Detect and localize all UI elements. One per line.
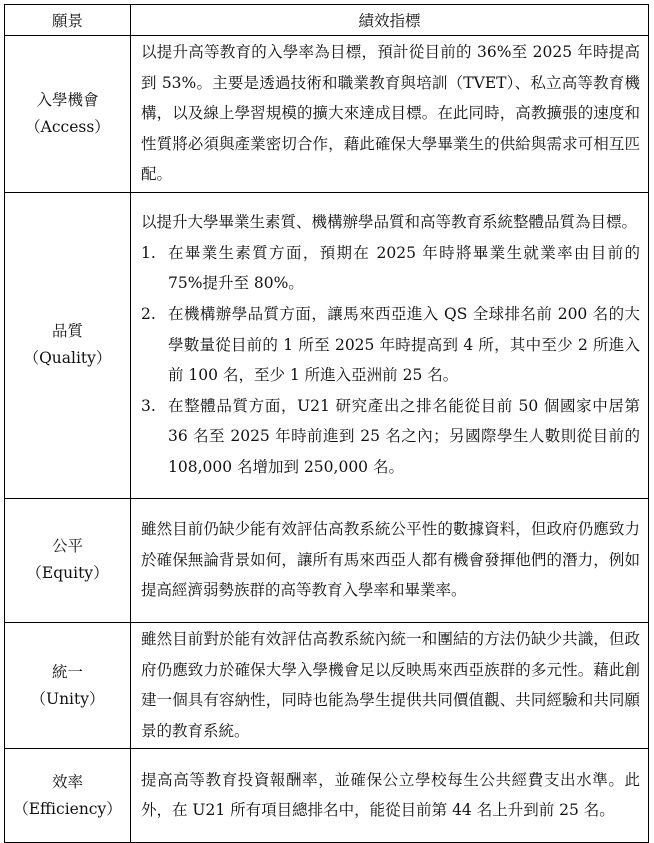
indicator-cell-efficiency xyxy=(131,749,649,843)
list-item-number: 2. xyxy=(141,305,156,324)
vision-cell-unity xyxy=(5,622,131,748)
list-item-text: 在整體品質方面，U21 研究產出之排名能從目前 50 個國家中居第 36 名至 2025 年時前進到 25 名之內；另國際學生人數則從目前的 108,000 名增加到 250,000 名。 xyxy=(168,396,640,477)
vision-label-zh: 入學機會 xyxy=(36,90,99,109)
vision-label-en: （Unity） xyxy=(30,689,105,708)
table-row-access xyxy=(5,36,649,193)
indicator-cell-quality xyxy=(131,192,649,498)
indicator-intro: 以提升大學畢業生素質、機構辦學品質和高等教育系統整體品質為目標。 xyxy=(141,213,638,232)
indicator-text: 提高高等教育投資報酬率，並確保公立學校每生公共經費支出水準。此外，在 U21 所有項目總排名中，能從目前第 44 名上升到前 25 名。 xyxy=(141,770,640,820)
table-row-unity xyxy=(5,622,649,748)
vision-label-zh: 效率 xyxy=(51,772,83,791)
vision-label-en: （Efficiency） xyxy=(13,799,122,818)
vision-label-en: （Quality） xyxy=(23,349,112,368)
list-item-number: 3. xyxy=(141,396,156,415)
list-item-number: 1. xyxy=(141,243,156,262)
indicator-cell-equity xyxy=(131,498,649,622)
vision-label-zh: 品質 xyxy=(51,322,83,341)
list-item xyxy=(141,391,640,483)
vision-label-en: （Access） xyxy=(25,117,110,136)
vision-label-zh: 公平 xyxy=(51,537,83,556)
indicator-text: 以提升高等教育的入學率為目標，預計從目前的 36%至 2025 年時提高到 53%。主要是透過技術和職業教育與培訓（TVET）、私立高等教育機構，以及線上學習規模的擴大來達成目標。在此同時，高教擴張的速度和性質將必須與產業密切合作，藉此確保大學畢業生的供給與需求可相互匹配。 xyxy=(141,43,640,184)
header-indicators: 績效指標 xyxy=(131,5,649,36)
list-item xyxy=(141,299,640,391)
vision-cell-equity xyxy=(5,498,131,622)
indicator-cell-unity xyxy=(131,622,649,748)
table-row-quality xyxy=(5,192,649,498)
header-vision: 願景 xyxy=(5,5,131,36)
vision-cell-quality xyxy=(5,192,131,498)
vision-indicator-table xyxy=(4,4,649,843)
vision-label-zh: 統一 xyxy=(51,662,83,681)
indicator-cell-access xyxy=(131,36,649,193)
indicator-text: 雖然目前對於能有效評估高教系統內統一和團結的方法仍缺少共識，但政府仍應致力於確保大學入學機會足以反映馬來西亞族群的多元性。藉此創建一個具有容納性，同時也能為學生提供共同價值觀、共同經驗和共同願景的教育系統。 xyxy=(141,629,640,740)
list-item-text: 在畢業生素質方面，預期在 2025 年時將畢業生就業率由目前的 75%提升至 80%。 xyxy=(168,243,640,293)
list-item-text: 在機構辦學品質方面，讓馬來西亞進入 QS 全球排名前 200 名的大學數量從目前的 1 所至 2025 年時提高到 4 所，其中至少 2 所進入前 100 名，至少 1 所進入亞洲前 25 名。 xyxy=(168,305,640,385)
indicator-text: 雖然目前仍缺少能有效評估高教系統公平性的數據資料，但政府仍應致力於確保無論背景如何，讓所有馬來西亞人都有機會發揮他們的潛力，例如提高經濟弱勢族群的高等教育入學率和畢業率。 xyxy=(141,520,640,600)
vision-cell-efficiency xyxy=(5,749,131,843)
table-row-efficiency xyxy=(5,749,649,843)
indicator-list xyxy=(141,238,640,483)
vision-label-en: （Equity） xyxy=(26,564,109,583)
table-row-equity xyxy=(5,498,649,622)
list-item xyxy=(141,238,640,299)
vision-cell-access xyxy=(5,36,131,193)
table-header-row xyxy=(5,5,649,36)
